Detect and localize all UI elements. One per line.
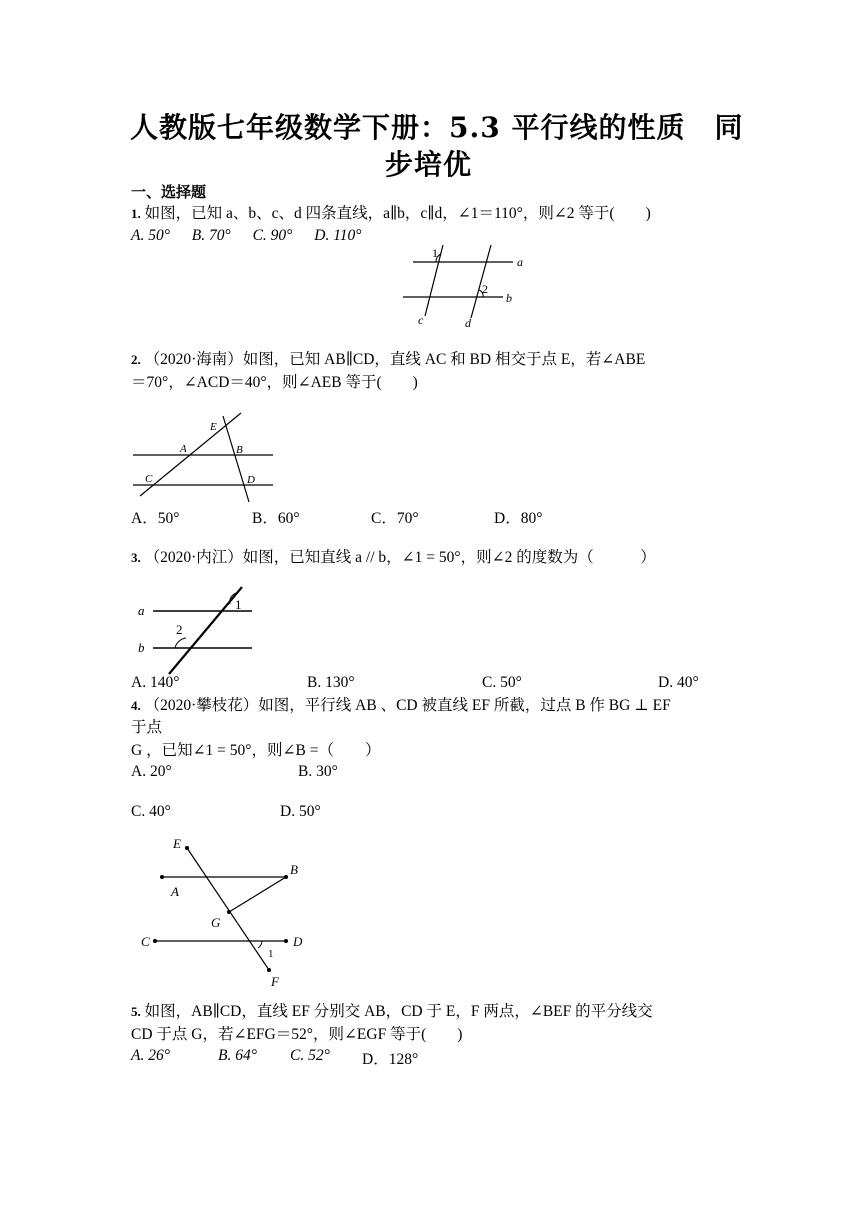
figure-label-C: C: [141, 934, 150, 949]
option-d: D．80°: [494, 510, 543, 527]
option-a: A. 50°: [131, 227, 170, 244]
question-number: 4.: [131, 698, 141, 713]
question-1: [131, 203, 651, 225]
option-c: C. 50°: [482, 674, 522, 691]
figure-label-1: 1: [432, 246, 438, 260]
option-b: B. 30°: [298, 763, 338, 780]
option-d: D. 110°: [314, 227, 362, 244]
option-b: B. 130°: [307, 674, 355, 691]
option-b: B. 70°: [191, 227, 231, 244]
figure-label-B: B: [236, 444, 243, 456]
question-3-figure: [132, 582, 262, 676]
question-4-line3: G ，已知∠1 = 50°，则∠B =（ ）: [131, 742, 381, 759]
option-b: B. 64°: [218, 1047, 257, 1064]
figure-label-F: F: [271, 974, 279, 989]
question-text: （2020·内江）如图，已知直线 a // b，∠1 = 50°，则∠2 的度数为（ ）: [144, 549, 656, 566]
figure-label-G: G: [211, 915, 221, 930]
figure-label-A: A: [180, 443, 187, 455]
question-1-options: [131, 227, 362, 245]
question-number: 5.: [131, 1004, 141, 1019]
question-4: [131, 695, 671, 717]
figure-label-E: E: [210, 421, 217, 433]
figure-label-1: 1: [268, 948, 274, 960]
option-d: D．128°: [362, 1051, 419, 1068]
question-text: 如图，已知 a、b、c、d 四条直线，a∥b，c∥d，∠1＝110°，则∠2 等于( ): [144, 205, 651, 222]
figure-label-d: d: [465, 316, 471, 330]
figure-label-b: b: [138, 640, 145, 655]
option-c: C. 90°: [252, 227, 293, 244]
figure-label-b: b: [506, 291, 512, 305]
option-a: A．50°: [131, 510, 180, 527]
figure-label-2: 2: [482, 282, 488, 296]
option-b: B．60°: [252, 510, 300, 527]
figure-label-D: D: [247, 474, 255, 486]
option-c: C. 52°: [290, 1047, 330, 1064]
question-2: [131, 349, 645, 371]
question-4-figure: [135, 832, 315, 992]
question-3: [131, 547, 656, 569]
option-c: C．70°: [371, 510, 419, 527]
question-5-line2: CD 于点 G，若∠EFG＝52°，则∠EGF 等于( ): [131, 1026, 463, 1043]
question-number: 2.: [131, 352, 141, 367]
page-title-line2: 步培优: [385, 148, 473, 181]
option-a: A. 26°: [131, 1047, 170, 1064]
figure-label-a: a: [517, 255, 523, 269]
question-4-line2: 于点: [131, 719, 163, 736]
option-a: A. 140°: [131, 674, 180, 691]
question-number: 1.: [131, 206, 141, 221]
question-5: [131, 1001, 653, 1023]
option-c: C. 40°: [131, 803, 171, 820]
figure-label-2: 2: [176, 622, 183, 637]
question-text-line1: （2020·海南）如图，已知 AB∥CD，直线 AC 和 BD 相交于点 E，若∠ABE: [144, 351, 646, 368]
question-text-line1: 如图，AB∥CD，直线 EF 分别交 AB，CD 于 E，F 两点，∠BEF 的平分线交: [144, 1003, 653, 1020]
question-text-line1: （2020·攀枝花）如图，平行线 AB 、CD 被直线 EF 所截，过点 B 作 BG ⊥ EF: [144, 697, 671, 714]
figure-label-C: C: [145, 473, 153, 485]
question-2-line2: ＝70°，∠ACD＝40°，则∠AEB 等于( ): [131, 374, 418, 391]
figure-label-B: B: [290, 862, 298, 877]
figure-label-D: D: [293, 934, 303, 949]
figure-label-c: c: [418, 313, 424, 327]
figure-label-a: a: [138, 603, 145, 618]
option-d: D. 50°: [280, 803, 321, 820]
question-2-figure: [128, 408, 278, 508]
section-heading: 一、选择题: [131, 183, 207, 201]
figure-label-E: E: [173, 836, 181, 851]
option-a: A. 20°: [131, 763, 172, 780]
question-number: 3.: [131, 550, 141, 565]
page-title-line1: 人教版七年级数学下册：5.3 平行线的性质 同: [130, 111, 744, 144]
figure-label-1: 1: [235, 597, 242, 612]
question-1-figure: [395, 240, 535, 332]
option-d: D. 40°: [658, 674, 699, 691]
figure-label-A: A: [171, 884, 179, 899]
